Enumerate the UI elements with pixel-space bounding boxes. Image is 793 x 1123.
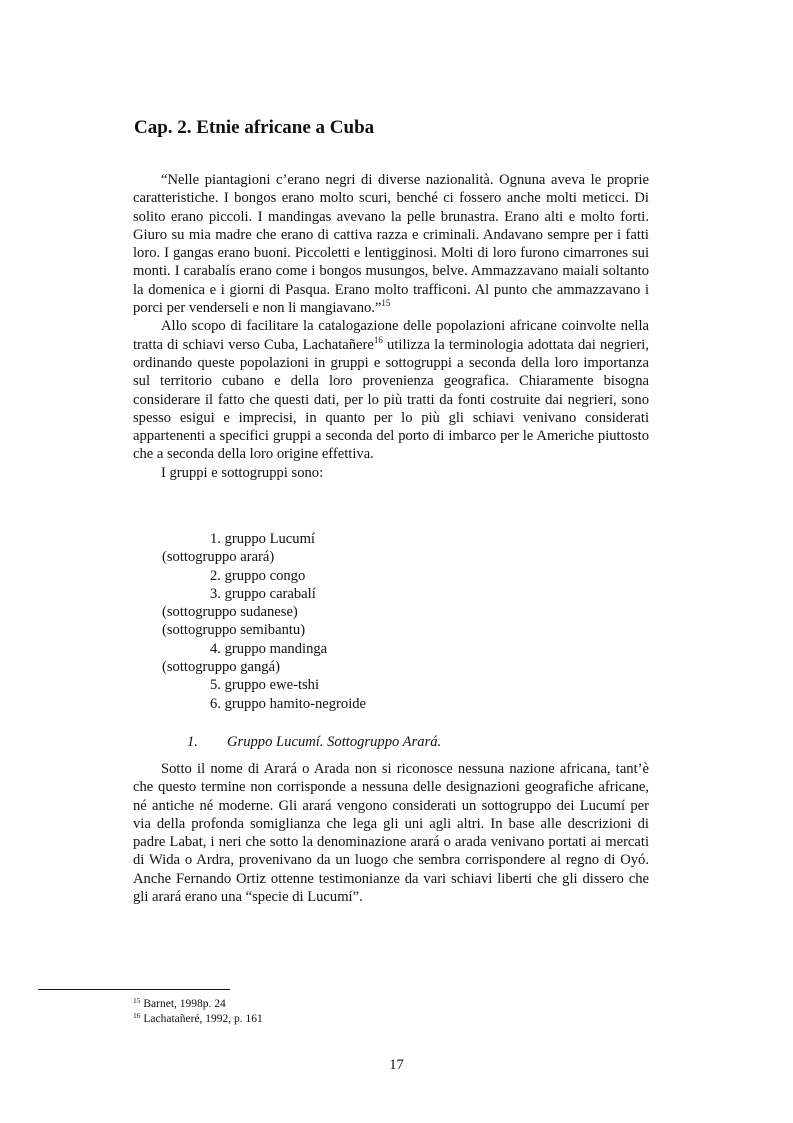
list-item: 6. gruppo hamito-negroide — [210, 695, 367, 712]
list-item: (sottogruppo arará) — [162, 549, 275, 566]
section-title: Gruppo Lucumí. Sottogruppo Arará. — [227, 734, 442, 750]
section-heading — [187, 733, 441, 751]
catalogue-paragraph — [133, 317, 649, 463]
footnote-16 — [133, 1012, 263, 1027]
arara-paragraph: Sotto il nome di Arará o Arada non si riconosce nessuna nazione africana, tant’è che questo termine non corrisponde a nessuna delle designazioni geografiche africane, né antiche né moderne. Gli arará vengono considerati un sottogruppo dei Lucumí per via della profonda somiglianza che lega gli uni agli altri. In base alle descrizioni di padre Labat, i neri che sotto la denominazione arará o arada venivano portati ai mercati di Wida o Ardra, provenivano da un luogo che sembra corrispondere al regno di Oyó. Anche Fernando Ortiz ottenne testimonianze da vari schiavi liberti che gli dissero che gli arará erano una “specie di Lucumí”. — [133, 761, 649, 906]
footnote-ref-16[interactable]: 16 — [373, 334, 383, 345]
groups-intro: I gruppi e sottogruppi sono: — [161, 464, 324, 481]
list-item: 4. gruppo mandinga — [210, 640, 328, 657]
list-item: (sottogruppo gangá) — [162, 659, 280, 676]
footnote-15 — [133, 997, 263, 1012]
quote-paragraph — [133, 171, 649, 317]
list-item: 3. gruppo carabalí — [210, 585, 316, 602]
quote-text: “Nelle piantagioni c’erano negri di diverse nazionalità. Ognuna aveva le proprie caratteristiche. I bongos erano molto scuri, benché ci fossero anche molti meticci. Di solito erano piccoli. I mandingas avevano la pelle brunastra. Erano alti e molto forti. Giuro su mia madre che erano di cattiva razza e criminali. Andavano sempre per i fatti loro. I gangas erano buoni. Piccoletti e lentigginosi. Molti di loro furono cimarrones sui monti. I carabalís erano come i bongos musungos, belve. Ammazzavano maiali soltanto la domenica e i giorni di Pasqua. Erano molto trafficoni. Al punto che ammazzavano i porci per venderseli e non li mangiavano.” — [133, 172, 649, 317]
list-item: (sottogruppo sudanese) — [162, 604, 298, 621]
footnote-number: 15 — [133, 996, 141, 1005]
list-item: 5. gruppo ewe-tshi — [210, 677, 320, 694]
list-item: 1. gruppo Lucumí — [210, 531, 315, 547]
footnote-text: Barnet, 1998p. 24 — [143, 998, 226, 1010]
chapter-title: Cap. 2. Etnie africane a Cuba — [134, 117, 375, 138]
footnotes — [133, 997, 263, 1027]
catalogue-text-part2: utilizza la terminologia adottata dai negrieri, ordinando queste popolazioni in gruppi e sottogruppi a seconda della loro importanza sul territorio cubano e della loro provenienza geografica. Chiaramente bisogna considerare il fatto che questi dati, per lo più tratti da fonti costruite dai negrieri, sono spesso esigui e imprecisi, in quanto per lo più gli schiavi venivano considerati appartenenti a specifici gruppi a seconda del porto di imbarco per le Americhe piuttosto che a seconda della loro origine effettiva. — [133, 336, 649, 463]
group-list — [162, 530, 366, 713]
footnote-ref-15[interactable]: 15 — [381, 298, 391, 309]
section-number: 1. — [187, 734, 198, 750]
intro-text-block — [133, 171, 649, 482]
footnote-number: 16 — [133, 1011, 141, 1020]
footnote-text: Lachatañeré, 1992, p. 161 — [143, 1013, 263, 1025]
list-item: (sottogruppo semibantu) — [162, 622, 306, 639]
list-item: 2. gruppo congo — [210, 567, 306, 584]
section-text-block — [133, 760, 649, 906]
page-number: 17 — [389, 1057, 404, 1073]
catalogue-text-part1: Allo scopo di facilitare la catalogazione delle popolazioni africane coinvolte nella tratta di schiavi verso Cuba, Lachatañere — [133, 318, 649, 353]
footnote-divider — [38, 989, 230, 990]
